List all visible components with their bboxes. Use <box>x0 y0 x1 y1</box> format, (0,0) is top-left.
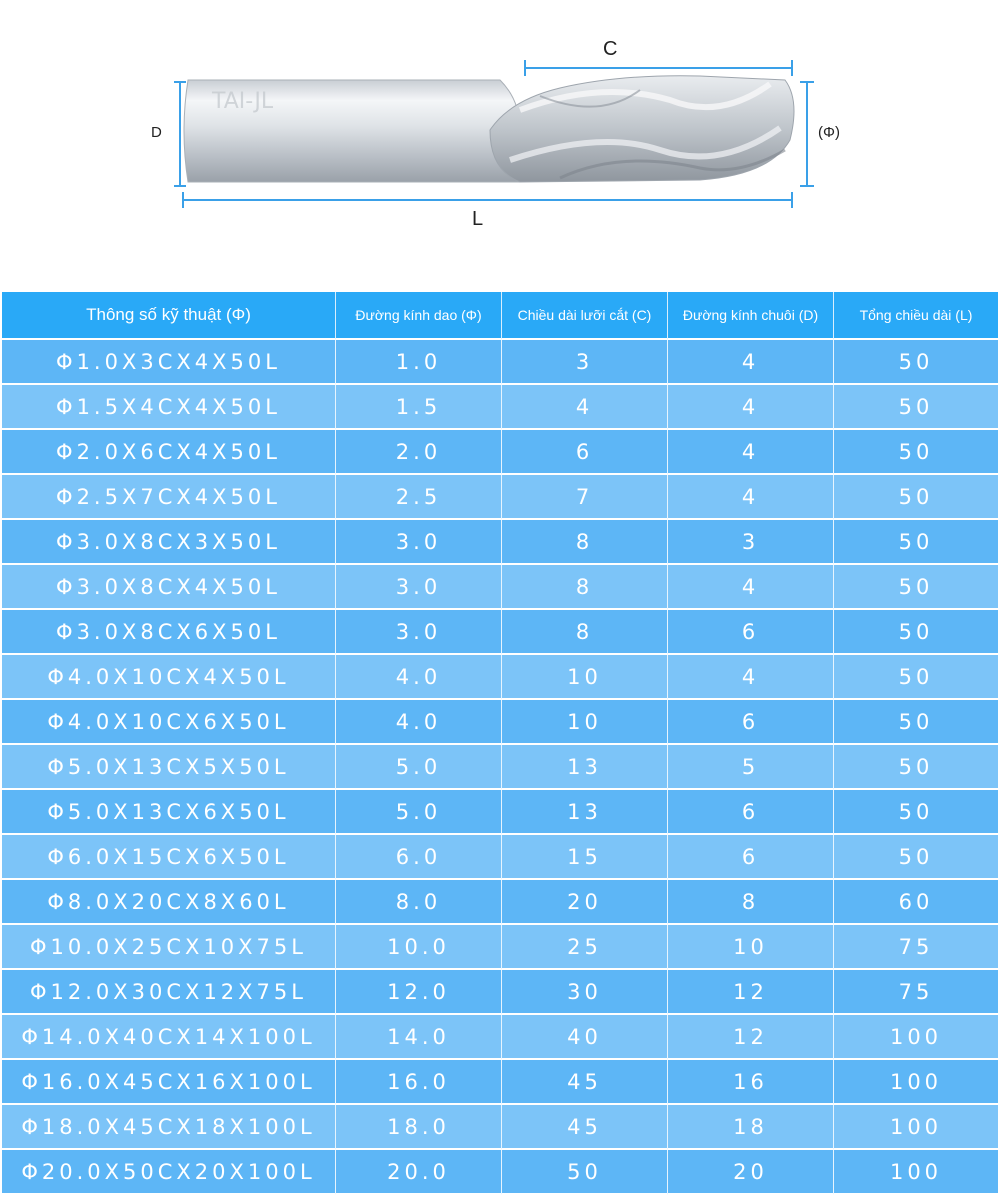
cell-cutting-length: 10 <box>502 700 668 745</box>
cell-spec: Φ12.0X30CX12X75L <box>2 970 336 1015</box>
cell-total-length: 50 <box>834 790 998 835</box>
cell-shank-diameter: 6 <box>668 700 834 745</box>
cell-shank-diameter: 12 <box>668 970 834 1015</box>
tool-flutes <box>490 76 794 182</box>
cell-tool-diameter: 3.0 <box>336 520 502 565</box>
cell-total-length: 75 <box>834 970 998 1015</box>
cell-spec: Φ5.0X13CX6X50L <box>2 790 336 835</box>
end-mill-drawing <box>0 0 1000 292</box>
cell-shank-diameter: 5 <box>668 745 834 790</box>
cell-shank-diameter: 4 <box>668 340 834 385</box>
cell-cutting-length: 15 <box>502 835 668 880</box>
cell-spec: Φ1.0X3CX4X50L <box>2 340 336 385</box>
header-tool-diameter: Đường kính dao (Φ) <box>336 292 502 340</box>
table-row <box>2 700 998 745</box>
table-row <box>2 835 998 880</box>
cell-total-length: 50 <box>834 700 998 745</box>
cell-tool-diameter: 12.0 <box>336 970 502 1015</box>
cell-cutting-length: 3 <box>502 340 668 385</box>
cell-shank-diameter: 4 <box>668 385 834 430</box>
cell-shank-diameter: 6 <box>668 790 834 835</box>
cell-tool-diameter: 10.0 <box>336 925 502 970</box>
dimension-d-label: D <box>151 124 162 141</box>
cell-tool-diameter: 5.0 <box>336 790 502 835</box>
table-row <box>2 1150 998 1195</box>
cell-tool-diameter: 4.0 <box>336 700 502 745</box>
cell-cutting-length: 8 <box>502 610 668 655</box>
table-row <box>2 925 998 970</box>
dimension-l-label: L <box>472 208 484 230</box>
cell-cutting-length: 8 <box>502 520 668 565</box>
table-row <box>2 520 998 565</box>
table-row <box>2 970 998 1015</box>
cell-cutting-length: 13 <box>502 745 668 790</box>
cell-total-length: 50 <box>834 340 998 385</box>
table-row <box>2 340 998 385</box>
cell-spec: Φ5.0X13CX5X50L <box>2 745 336 790</box>
table-row <box>2 565 998 610</box>
cell-tool-diameter: 3.0 <box>336 610 502 655</box>
cell-shank-diameter: 12 <box>668 1015 834 1060</box>
cell-spec: Φ14.0X40CX14X100L <box>2 1015 336 1060</box>
table-row <box>2 1105 998 1150</box>
cell-spec: Φ3.0X8CX6X50L <box>2 610 336 655</box>
cell-spec: Φ4.0X10CX6X50L <box>2 700 336 745</box>
header-total-length: Tổng chiều dài (L) <box>834 292 998 340</box>
cell-tool-diameter: 1.5 <box>336 385 502 430</box>
cell-total-length: 60 <box>834 880 998 925</box>
cell-spec: Φ4.0X10CX4X50L <box>2 655 336 700</box>
header-shank-diameter: Đường kính chuôi (D) <box>668 292 834 340</box>
cell-spec: Φ16.0X45CX16X100L <box>2 1060 336 1105</box>
cell-tool-diameter: 2.5 <box>336 475 502 520</box>
cell-total-length: 100 <box>834 1150 998 1195</box>
table-row <box>2 385 998 430</box>
cell-shank-diameter: 16 <box>668 1060 834 1105</box>
cell-total-length: 50 <box>834 565 998 610</box>
cell-tool-diameter: 4.0 <box>336 655 502 700</box>
table-body <box>2 340 998 1195</box>
table-row <box>2 610 998 655</box>
cell-cutting-length: 20 <box>502 880 668 925</box>
cell-shank-diameter: 3 <box>668 520 834 565</box>
cell-tool-diameter: 20.0 <box>336 1150 502 1195</box>
cell-total-length: 50 <box>834 385 998 430</box>
table-row <box>2 745 998 790</box>
table-row <box>2 1060 998 1105</box>
cell-cutting-length: 6 <box>502 430 668 475</box>
shank-marking: TAI-JL <box>212 89 274 114</box>
cell-tool-diameter: 14.0 <box>336 1015 502 1060</box>
cell-spec: Φ3.0X8CX3X50L <box>2 520 336 565</box>
cell-spec: Φ1.5X4CX4X50L <box>2 385 336 430</box>
cell-shank-diameter: 6 <box>668 610 834 655</box>
dimension-phi-label: (Φ) <box>818 124 840 141</box>
table-row <box>2 475 998 520</box>
cell-tool-diameter: 16.0 <box>336 1060 502 1105</box>
table-row <box>2 655 998 700</box>
cell-tool-diameter: 5.0 <box>336 745 502 790</box>
cell-spec: Φ10.0X25CX10X75L <box>2 925 336 970</box>
table-row <box>2 790 998 835</box>
header-spec: Thông số kỹ thuật (Φ) <box>2 292 336 340</box>
header-cutting-length: Chiều dài lưỡi cắt (C) <box>502 292 668 340</box>
cell-cutting-length: 50 <box>502 1150 668 1195</box>
table-row <box>2 1015 998 1060</box>
cell-total-length: 50 <box>834 610 998 655</box>
cell-shank-diameter: 8 <box>668 880 834 925</box>
cell-total-length: 50 <box>834 655 998 700</box>
cell-cutting-length: 25 <box>502 925 668 970</box>
cell-cutting-length: 40 <box>502 1015 668 1060</box>
cell-spec: Φ3.0X8CX4X50L <box>2 565 336 610</box>
cell-total-length: 50 <box>834 745 998 790</box>
cell-tool-diameter: 6.0 <box>336 835 502 880</box>
end-mill-diagram <box>0 0 1000 292</box>
cell-tool-diameter: 1.0 <box>336 340 502 385</box>
cell-total-length: 75 <box>834 925 998 970</box>
cell-tool-diameter: 18.0 <box>336 1105 502 1150</box>
cell-total-length: 100 <box>834 1105 998 1150</box>
cell-shank-diameter: 6 <box>668 835 834 880</box>
cell-shank-diameter: 4 <box>668 565 834 610</box>
cell-cutting-length: 10 <box>502 655 668 700</box>
cell-total-length: 50 <box>834 430 998 475</box>
cell-cutting-length: 13 <box>502 790 668 835</box>
cell-spec: Φ2.5X7CX4X50L <box>2 475 336 520</box>
cell-cutting-length: 30 <box>502 970 668 1015</box>
cell-spec: Φ6.0X15CX6X50L <box>2 835 336 880</box>
table-header-row <box>2 292 998 340</box>
cell-shank-diameter: 4 <box>668 655 834 700</box>
cell-shank-diameter: 4 <box>668 475 834 520</box>
table-row <box>2 880 998 925</box>
cell-spec: Φ8.0X20CX8X60L <box>2 880 336 925</box>
cell-spec: Φ20.0X50CX20X100L <box>2 1150 336 1195</box>
cell-shank-diameter: 10 <box>668 925 834 970</box>
cell-total-length: 50 <box>834 520 998 565</box>
table-row <box>2 430 998 475</box>
cell-cutting-length: 45 <box>502 1060 668 1105</box>
cell-cutting-length: 45 <box>502 1105 668 1150</box>
cell-tool-diameter: 3.0 <box>336 565 502 610</box>
dimension-c-label: C <box>603 38 618 60</box>
cell-tool-diameter: 8.0 <box>336 880 502 925</box>
cell-shank-diameter: 4 <box>668 430 834 475</box>
cell-spec: Φ2.0X6CX4X50L <box>2 430 336 475</box>
spec-table <box>2 292 998 1195</box>
cell-spec: Φ18.0X45CX18X100L <box>2 1105 336 1150</box>
cell-cutting-length: 7 <box>502 475 668 520</box>
cell-shank-diameter: 18 <box>668 1105 834 1150</box>
cell-cutting-length: 4 <box>502 385 668 430</box>
cell-total-length: 50 <box>834 475 998 520</box>
cell-total-length: 50 <box>834 835 998 880</box>
cell-total-length: 100 <box>834 1060 998 1105</box>
cell-tool-diameter: 2.0 <box>336 430 502 475</box>
cell-total-length: 100 <box>834 1015 998 1060</box>
cell-cutting-length: 8 <box>502 565 668 610</box>
cell-shank-diameter: 20 <box>668 1150 834 1195</box>
